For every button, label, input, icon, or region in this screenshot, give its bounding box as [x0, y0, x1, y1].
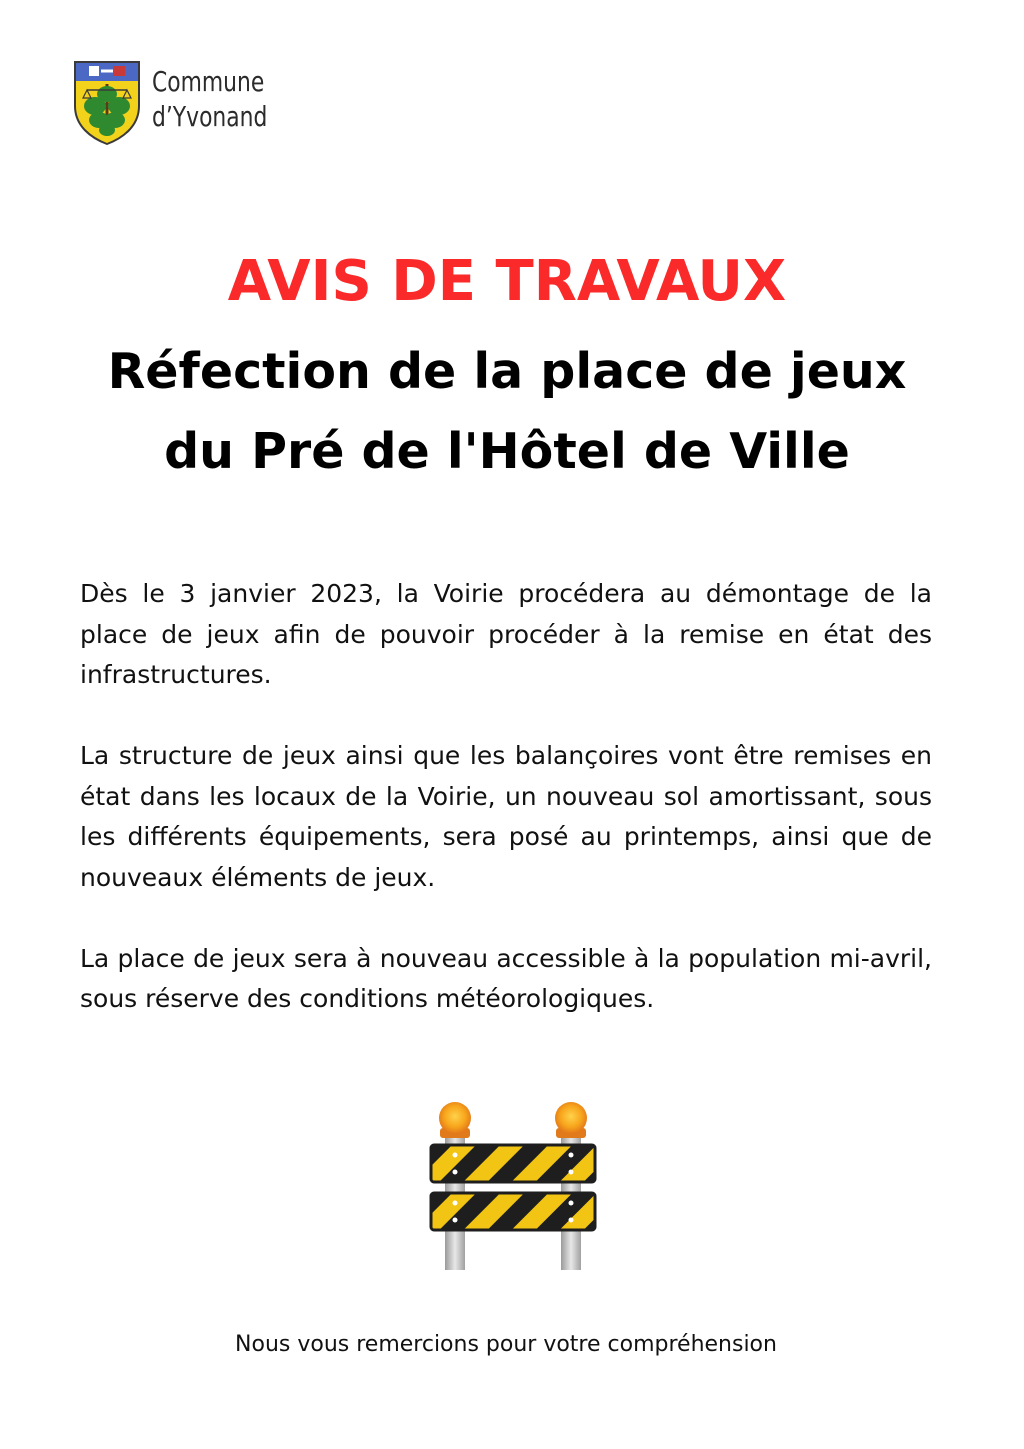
notice-subtitle-line2: du Pré de l'Hôtel de Ville — [164, 423, 850, 480]
notice-body — [80, 574, 932, 1060]
notice-subtitle — [0, 332, 1014, 492]
paragraph-start-date: Dès le 3 janvier 2023, la Voirie procédera au démontage de la place de jeux afin de pouvoir procéder à la remise en état des infrastructures. — [80, 579, 932, 689]
notice-subtitle-line1: Réfection de la place de jeux — [107, 343, 907, 400]
paragraph-renovation: La structure de jeux ainsi que les balançoires vont être remises en état dans les locaux de la Voirie, un nouveau sol amortissant, sous les différents équipements, sera posé au printemps, ainsi que de nouveaux éléments de jeux. — [80, 741, 932, 892]
header — [73, 60, 300, 146]
commune-name-line1: Commune — [152, 65, 265, 98]
commune-name — [152, 64, 267, 134]
notice-title: AVIS DE TRAVAUX — [227, 249, 787, 314]
commune-crest-icon — [73, 60, 141, 146]
commune-name-line2: d’Yvonand — [152, 100, 268, 133]
footer-thanks: Nous vous remercions pour votre compréhension — [235, 1332, 777, 1357]
paragraph-reopening: La place de jeux sera à nouveau accessible à la population mi-avril, sous réserve des conditions météorologiques. — [80, 943, 932, 1013]
construction-barrier-icon — [425, 1100, 601, 1274]
